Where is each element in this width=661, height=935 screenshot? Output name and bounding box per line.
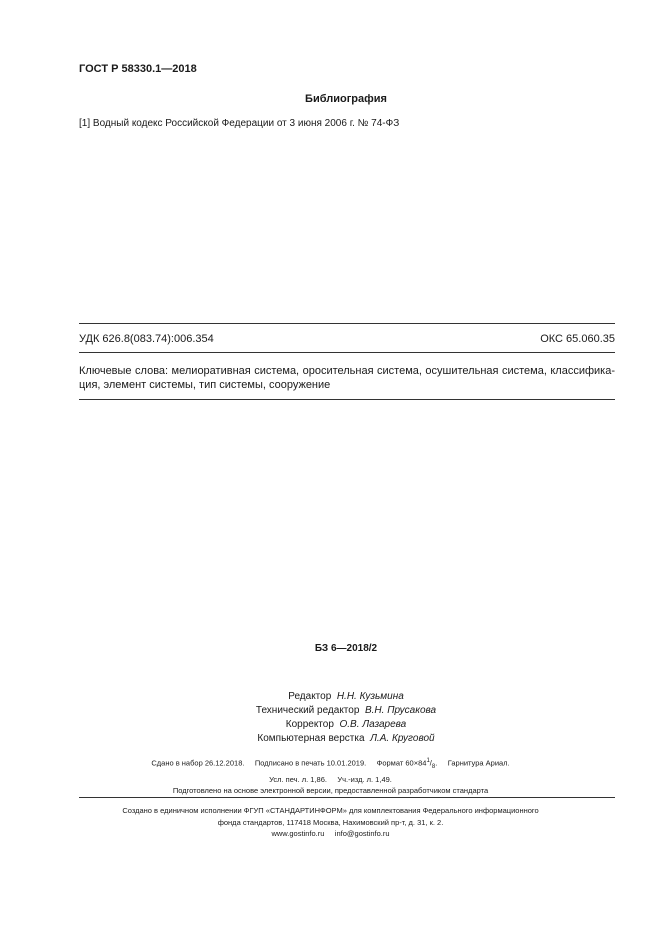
footer-block	[0, 805, 661, 840]
divider-footer	[79, 797, 615, 798]
divider-top	[79, 323, 615, 324]
staff-name: В.Н. Прусакова	[364, 705, 437, 716]
footer-line: www.gostinfo.ru info@gostinfo.ru	[271, 829, 390, 838]
footer-line: Создано в единичном исполнении ФГУП «СТАНДАРТИНФОРМ» для комплектования Федерального информационного	[122, 806, 539, 815]
staff-role: Редактор	[288, 691, 332, 702]
keywords-line: ция, элемент системы, тип системы, сооружение	[79, 379, 331, 391]
udk-code: УДК 626.8(083.74):006.354	[79, 333, 214, 345]
standard-id: ГОСТ Р 58330.1—2018	[79, 63, 197, 75]
staff-role: Корректор	[285, 719, 334, 730]
imprint-text: Сдано в набор 26.12.2018. Подписано в печать 10.01.2019. Формат 60×84	[151, 758, 427, 768]
staff-name: Л.А. Круговой	[370, 733, 435, 744]
keywords-block	[79, 364, 615, 392]
bibliography-item: [1] Водный кодекс Российской Федерации от 3 июня 2006 г. № 74-ФЗ	[79, 118, 400, 129]
imprint-block	[0, 756, 661, 797]
footer-line: фонда стандартов, 117418 Москва, Нахимовский пр-т, д. 31, к. 2.	[217, 817, 444, 827]
oks-code: ОКС 65.060.35	[540, 333, 615, 345]
staff-row	[0, 690, 661, 704]
format-numerator: 1	[426, 758, 430, 764]
staff-credits	[0, 690, 661, 746]
divider-middle	[79, 352, 615, 353]
staff-row	[0, 704, 661, 718]
imprint-line: Усл. печ. л. 1,86. Уч.-изд. л. 1,49.	[269, 774, 392, 784]
staff-name: О.В. Лазарева	[339, 719, 407, 730]
bibliography-title: Библиография	[305, 93, 387, 105]
imprint-text: . Гарнитура Ариал.	[435, 758, 510, 768]
divider-bottom	[79, 399, 615, 400]
imprint-line: Сдано в набор 26.12.2018. Подписано в печать 10.01.2019. Формат $60\times 84^1/_8$. Гарнитура Ариал.	[151, 758, 510, 770]
format-denominator: 8	[431, 764, 436, 770]
keywords-line: Ключевые слова: мелиоративная система, оросительная система, осушительная система, классифика-	[79, 365, 615, 377]
staff-role: Технический редактор	[255, 705, 360, 716]
staff-row	[0, 732, 661, 746]
bz-code: БЗ 6—2018/2	[314, 643, 378, 654]
imprint-line: Подготовлено на основе электронной версии, предоставленной разработчиком стандарта	[172, 786, 489, 795]
staff-role: Компьютерная верстка	[257, 733, 365, 744]
staff-row	[0, 718, 661, 732]
staff-name: Н.Н. Кузьмина	[336, 691, 404, 702]
